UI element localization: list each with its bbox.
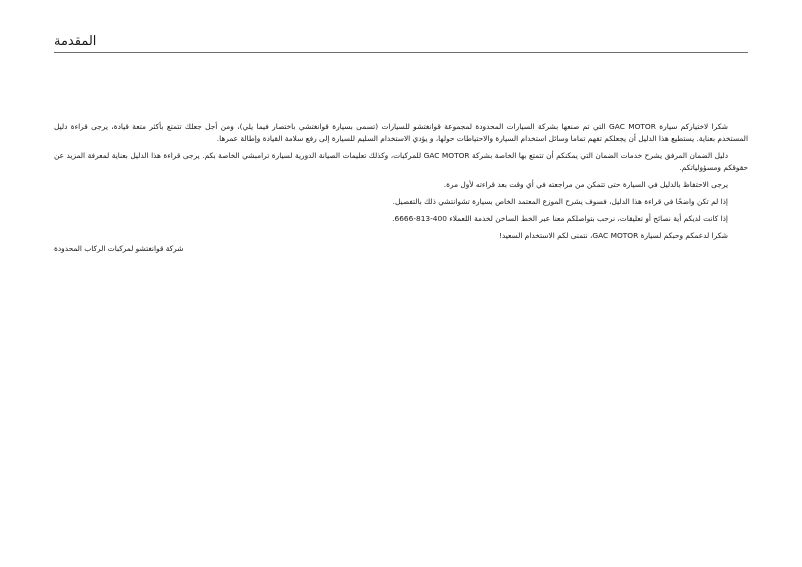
hotline-paragraph: إذا كانت لديكم أية نصائح أو تعليقات، نرحب بتواصلكم معنا عبر الخط الساخن لخدمة اللعملاء 400-813-6666. [392,214,728,223]
intro-paragraph: شكرا لاختياركم سيارة GAC MOTOR التي تم صنعها بشركة السيارات المحدودة لمجموعة قوانغتشو للسيارات (تسمى بسيارة قوانغتشي باختصار فيما يلي)، ومن أجل جعلك تتمتع بأكثر متعة قيادة، يرجى قراءة دليل المستخدم بعناية. يستطيع هذا الدليل أن يجعلكم تفهم تماما وسائل استخدام السيارة والاحتياطات حولها، و يؤدي الاستخدام السليم للسيارة إلى رفع سلامة القيادة وإطالة عمرها. [54,122,748,143]
title-divider [54,52,748,53]
page-title: المقدمة [54,34,97,49]
thanks-paragraph: شكرا لدعمكم وحبكم لسيارة GAC MOTOR، نتمنى لكم الاستخدام السعيد! [498,231,728,240]
warranty-paragraph: دليل الضمان المرفق يشرح خدمات الضمان التي يمكنكم أن تتمتع بها الخاصة بشركة GAC MOTOR للمركبات، وكذلك تعليمات الصيانة الدورية لسيارة ترامبشي الخاصة بكم. يرجى قراءة هذا الدليل بعناية لمعرفة المزيد عن حقوقكم ومسؤولياتكم. [54,151,748,172]
dealer-paragraph: إذا لم تكن واضحًا في قراءة هذا الدليل، فسوف يشرح الموزع المعتمد الخاص بسيارة تشوانتشي ذلك بالتفصيل. [392,197,728,206]
company-signature: شركة قوانغتشو لمركبات الركاب المحدودة [54,244,184,253]
keep-manual-paragraph: يرجى الاحتفاظ بالدليل في السيارة حتى تتمكن من مراجعته في أي وقت بعد قراءته لأول مرة. [443,180,728,189]
introduction-body [54,121,748,242]
